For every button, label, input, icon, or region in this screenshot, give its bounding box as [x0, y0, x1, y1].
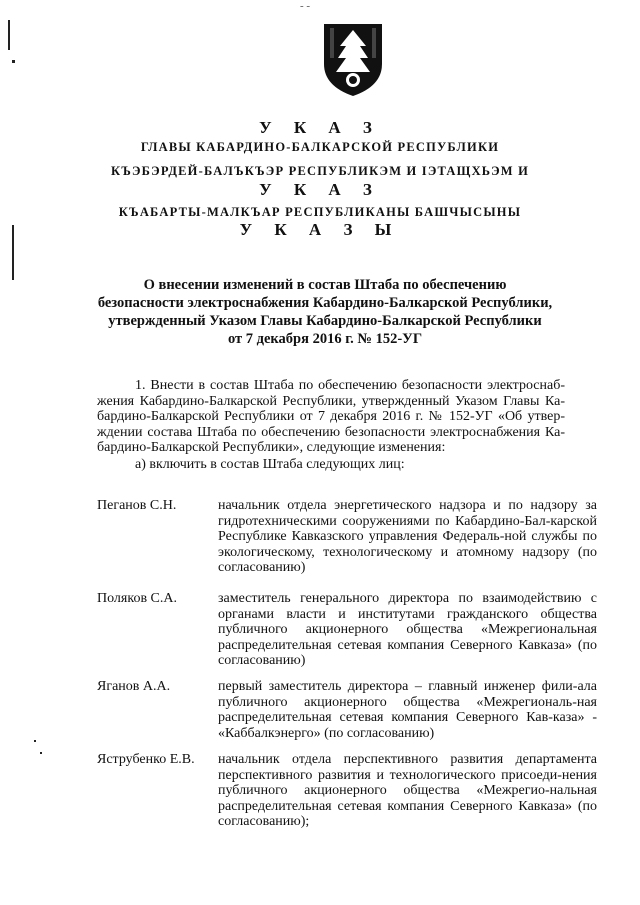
margin-mark	[8, 20, 10, 50]
sub-item-a: а) включить в состав Штаба следующих лиц:	[135, 457, 405, 472]
header-org-bal: КЪАБАРТЫ-МАЛКЪАР РЕСПУБЛИКАНЫ БАШЧЫСЫНЫ	[118, 205, 522, 219]
margin-mark	[40, 752, 42, 754]
entry-description: начальник отдела перспективного развития департамента перспективного развития и технологического присоеди-нения публичного акционерного общества «Межрегио-нальная распределительная сетевая компания Северного Кавказа» (по согласованию);	[218, 752, 597, 829]
header-ukaz-3: У К А З Ы	[239, 220, 401, 239]
title-line: безопасности электроснабжения Кабардино-Балкарской Республики,	[97, 295, 553, 311]
header-ukaz-1: У К А З	[259, 118, 381, 137]
top-mark: - -	[300, 0, 311, 12]
entry-name: Яганов А.А.	[97, 679, 171, 694]
margin-mark	[34, 740, 36, 742]
entry-description: заместитель генерального директора по взаимодействию с органами власти и институтами гражданского общества публичного акционерного общества «Межрегиональная распределительная сетевая компания Северного Кавказа» (по согласованию)	[218, 591, 597, 668]
title-line: от 7 декабря 2016 г. № 152-УГ	[227, 331, 423, 347]
entry-description: первый заместитель директора – главный инженер фили-ала публичного акционерного общества «Межрегиональ-ная распределительная сетевая компания Северного Кав-каза» - «Каббалкэнерго» (по согласованию)	[218, 679, 597, 741]
header-org-kab: КЪЭБЭРДЕЙ-БАЛЪКЪЭР РЕСПУБЛИКЭМ И ІЭТАЩХЬЭМ И	[110, 164, 530, 178]
coat-of-arms-emblem	[320, 20, 386, 98]
margin-mark	[12, 60, 15, 63]
entry-description: начальник отдела энергетического надзора и по надзору за гидротехническими сооружениями по Кабардино-Бал-карской Республике Кавказского управления Федераль-ной службы по экологическому, технологическому и атомному надзору (по согласованию)	[218, 498, 597, 575]
header-ukaz-2: У К А З	[259, 180, 381, 199]
decree-title	[90, 276, 560, 348]
title-line: О внесении изменений в состав Штаба по обеспечению	[143, 277, 507, 293]
entry-name: Пеганов С.Н.	[97, 498, 177, 513]
paragraph-1: 1. Внести в состав Штаба по обеспечению безопасности электроснаб-жения Кабардино-Балкарской Республики, утвержденный Указом Главы Ка-бардино-Балкарской Республики от 7 декабря 2016 г. № 152-УГ «Об утвер-ждении состава Штаба по обеспечению безопасности электроснабжения Ка-бардино-Балкарской Республики», следующие изменения:	[97, 378, 565, 455]
entry-name: Яструбенко Е.В.	[97, 752, 195, 767]
entry-name: Поляков С.А.	[97, 591, 178, 606]
title-line: утвержденный Указом Главы Кабардино-Балкарской Республики	[108, 313, 542, 329]
header-org-ru: ГЛАВЫ КАБАРДИНО-БАЛКАРСКОЙ РЕСПУБЛИКИ	[140, 140, 500, 154]
